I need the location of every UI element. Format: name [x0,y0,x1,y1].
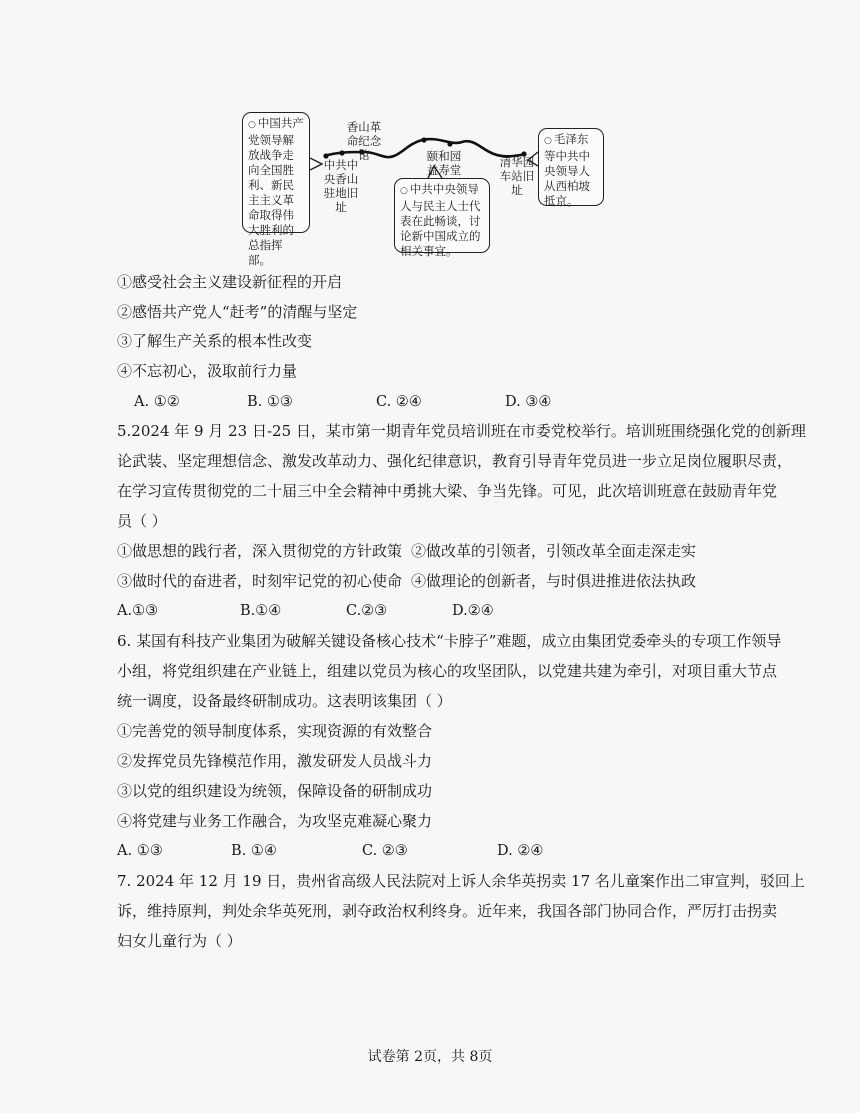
q6-option-a[interactable]: A. ①③ [117,843,163,859]
callout-discussion [394,178,490,258]
q5-option-c[interactable]: C.②③ [346,603,388,619]
q4-option-c[interactable]: C. ②④ [376,394,422,410]
bullet-icon: ○ [544,136,552,146]
q5-item: ④做理论的创新者，与时俱进推进依法执政 [411,572,697,590]
q5-item: ②做改革的引领者，引领改革全面走深走实 [411,542,697,560]
q5-stem: 员（ ） [117,512,167,530]
callout-arrival [538,128,604,206]
q4-item: ①感受社会主义建设新征程的开启 [117,273,343,291]
q6-option-d[interactable]: D. ②④ [497,843,544,859]
q6-item: ①完善党的领导制度体系，实现资源的有效整合 [117,722,433,740]
q5-item: ①做思想的践行者，深入贯彻党的方针政策 [117,542,403,560]
q6-item: ③以党的组织建设为统领，保障设备的研制成功 [117,782,433,800]
q6-stem: 小组，将党组织建在产业链上，组建以党员为核心的攻坚团队，以党建共建为牵引，对项目重大节点 [117,662,778,680]
q7-stem: 7. 2024 年 12 月 19 日，贵州省高级人民法院对上诉人余华英拐卖 17 名儿童案作出二审宣判，驳回上 [117,872,805,890]
q6-option-c[interactable]: C. ②③ [362,843,408,859]
callout-text: 中国共产党领导解放战争走向全国胜利、新民主主义革命取得伟大胜利的总指挥部。 [248,116,304,267]
q6-stem: 6. 某国有科技产业集团为破解关键设备核心技术“卡脖子”难题，成立由集团党委牵头的专项工作领导 [117,632,782,650]
callout-text: 毛泽东等中共中央领导人从西柏坡抵京。 [544,132,590,208]
q4-item: ②感悟共产党人“赶考”的清醒与坚定 [117,303,358,321]
q5-item: ③做时代的奋进者，时刻牢记党的初心使命 [117,572,403,590]
q5-option-d[interactable]: D.②④ [452,603,494,619]
callout-text: 中共中央领导人与民主人士代表在此畅谈，讨论新中国成立的相关事宜。 [400,182,481,258]
q7-stem: 诉，维持原判，判处余华英死刑，剥夺政治权利终身。近年来，我国各部门协同合作，严厉打击拐卖 [117,902,778,920]
bullet-icon: ○ [248,120,256,130]
q5-option-b[interactable]: B.①④ [240,603,282,619]
q4-option-a[interactable]: A. ①② [134,394,180,410]
bullet-icon: ○ [400,186,408,196]
q4-item: ④不忘初心，汲取前行力量 [117,362,298,380]
page-footer: 试卷第 2页，共 8页 [367,1049,493,1065]
q6-stem: 统一调度，设备最终研制成功。这表明该集团（ ） [117,692,452,710]
callout-headquarters [242,112,310,267]
q4-option-d[interactable]: D. ③④ [505,394,552,410]
q5-stem: 5.2024 年 9 月 23 日-25 日，某市第一期青年党员培训班在市委党校举行。培训班围绕强化党的创新理 [117,422,806,440]
q5-stem: 论武装、坚定理想信念、激发改革动力、强化纪律意识，教育引导青年党员进一步立足岗位履职尽责， [117,452,793,470]
q4-item: ③了解生产关系的根本性改变 [117,332,313,350]
route-diagram [238,100,608,267]
q6-item: ②发挥党员先锋模范作用，激发研发人员战斗力 [117,752,433,770]
place-label-memorial: 香山革命纪念馆 [346,120,382,162]
q4-option-b[interactable]: B. ①③ [247,394,293,410]
q6-item: ④将党建与业务工作融合，为攻坚克难凝心聚力 [117,812,433,830]
place-label-yiheyuan: 颐和园益寿堂 [426,149,462,177]
place-label-xiangshan: 中共中央香山驻地旧址 [323,158,359,214]
place-label-qinghuayuan: 清华园车站旧址 [499,155,535,197]
q7-stem: 妇女儿童行为（ ） [117,932,242,950]
q6-option-b[interactable]: B. ①④ [231,843,277,859]
q5-option-a[interactable]: A.①③ [117,603,159,619]
q5-stem: 在学习宣传贯彻党的二十届三中全会精神中勇挑大梁、争当先锋。可见，此次培训班意在鼓励青年党 [117,482,778,500]
